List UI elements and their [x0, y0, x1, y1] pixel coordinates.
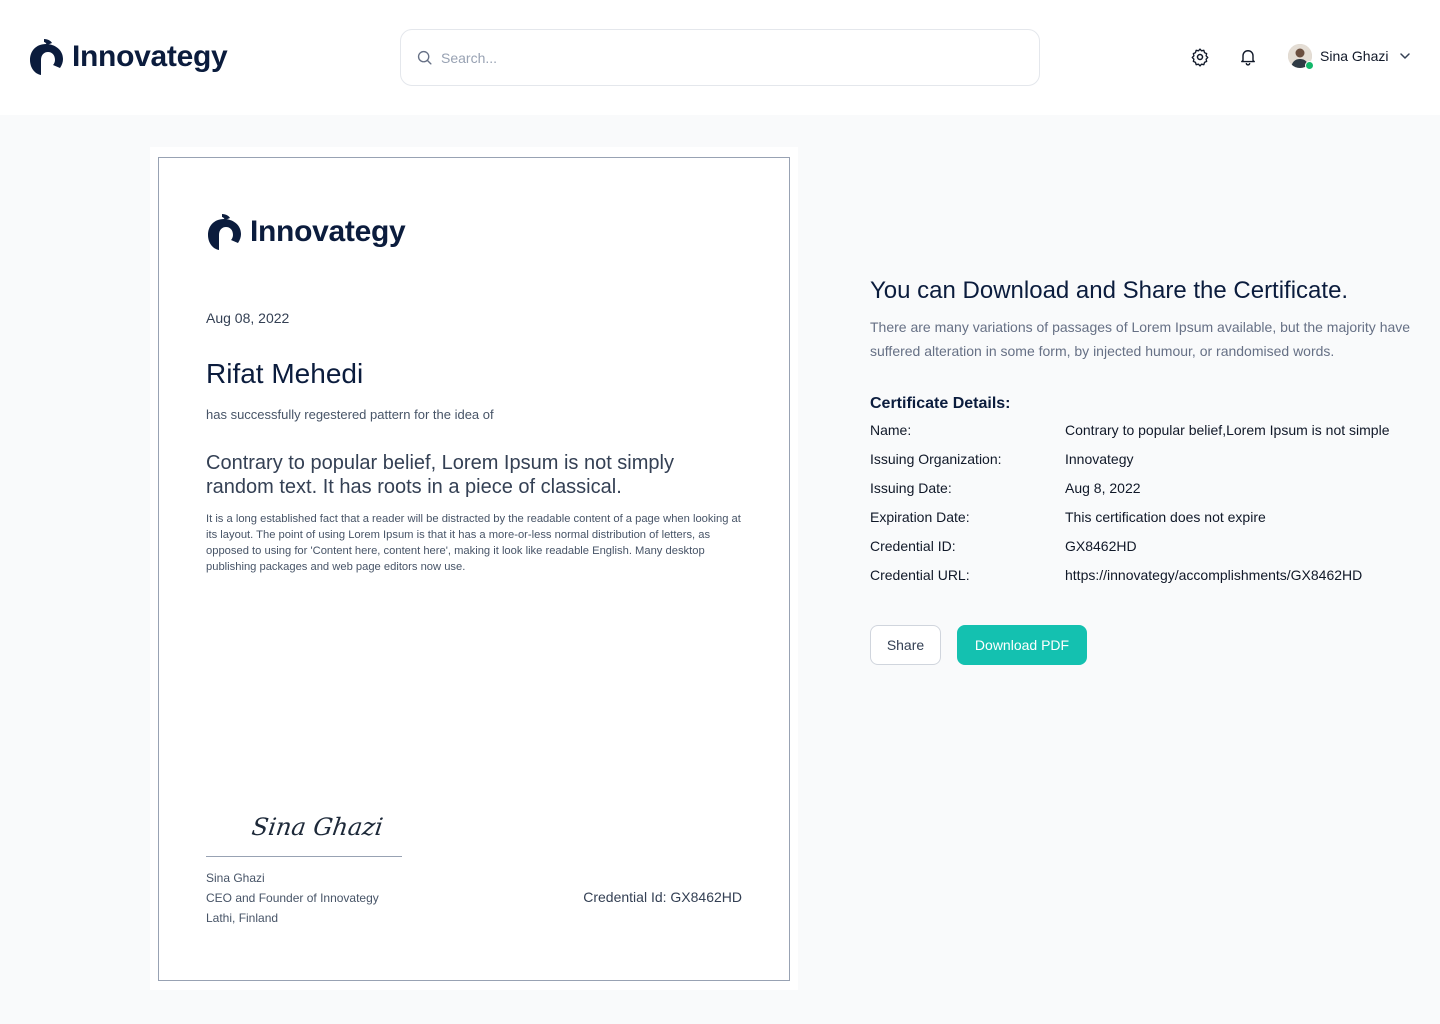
detail-value: Contrary to popular belief,Lorem Ipsum is not simple [1065, 422, 1390, 438]
detail-label: Expiration Date: [870, 509, 970, 525]
chevron-down-icon [1398, 49, 1412, 63]
details-title: Certificate Details: [870, 395, 1011, 412]
signature-line [206, 856, 402, 857]
detail-row-issuing-date [870, 480, 1430, 509]
avatar [1288, 44, 1312, 68]
signature: Sina Ghazi [250, 813, 385, 841]
notifications-button[interactable] [1237, 46, 1259, 68]
user-name: Sina Ghazi [1320, 48, 1389, 64]
detail-value: GX8462HD [1065, 538, 1137, 554]
detail-value: Innovategy [1065, 451, 1134, 467]
settings-button[interactable] [1189, 46, 1211, 68]
signer-info [206, 868, 379, 928]
certificate-date: Aug 08, 2022 [206, 310, 290, 326]
detail-row-credential-url [870, 567, 1430, 596]
panel-title: You can Download and Share the Certificate. [870, 277, 1349, 304]
detail-label: Issuing Organization: [870, 451, 1002, 467]
detail-label: Name: [870, 422, 912, 438]
idea-title: Contrary to popular belief, Lorem Ipsum is not simply random text. It has roots in a piece of classical. [206, 452, 674, 498]
brand-logo[interactable] [28, 38, 227, 76]
detail-value: This certification does not expire [1065, 509, 1266, 525]
signer-name: Sina Ghazi [206, 871, 265, 885]
certificate-details [870, 422, 1430, 596]
signer-title: CEO and Founder of Innovategy [206, 891, 379, 905]
detail-row-organization [870, 451, 1430, 480]
detail-label: Credential URL: [870, 567, 970, 583]
innovategy-logo-icon [206, 213, 242, 251]
panel-description: There are many variations of passages of Lorem Ipsum available, but the majority have suffered alteration in some form, by injected humour, or randomised words. [870, 319, 1411, 359]
certificate-document [158, 157, 790, 981]
innovategy-logo-icon [28, 38, 64, 76]
detail-row-expiration-date [870, 509, 1430, 538]
idea-description: It is a long established fact that a reader will be distracted by the readable content of a page when looking at its layout. The point of using Lorem Ipsum is that it has a more-or-less normal distribution of letters, as opposed to using for 'Content here, content here', making it look like readable English. Many desktop publishing packages and web page editors now use. [206, 513, 741, 573]
detail-label: Issuing Date: [870, 480, 952, 496]
credential-url-link[interactable]: https://innovategy/accomplishments/GX8462HD [1065, 567, 1363, 583]
detail-label: Credential ID: [870, 538, 956, 554]
online-status-indicator [1305, 61, 1314, 70]
search-input[interactable] [441, 50, 1001, 66]
detail-row-name [870, 422, 1430, 451]
gear-icon [1190, 47, 1210, 67]
top-header [0, 0, 1440, 115]
signer-location: Lathi, Finland [206, 911, 279, 925]
search-icon [416, 49, 433, 66]
share-button[interactable]: Share [870, 625, 941, 665]
search-bar[interactable] [400, 29, 1040, 86]
bell-icon [1238, 47, 1258, 67]
certificate-brand [206, 213, 405, 251]
download-pdf-button[interactable]: Download PDF [957, 625, 1087, 665]
detail-row-credential-id [870, 538, 1430, 567]
certificate-credential-id: Credential Id: GX8462HD [583, 889, 742, 905]
brand-name: Innovategy [72, 40, 228, 73]
detail-value: Aug 8, 2022 [1065, 480, 1141, 496]
recipient-name: Rifat Mehedi [206, 358, 364, 389]
user-menu[interactable] [1288, 44, 1412, 68]
certificate-brand-name: Innovategy [250, 215, 406, 248]
certificate-subtitle: has successfully regestered pattern for the idea of [206, 407, 494, 422]
